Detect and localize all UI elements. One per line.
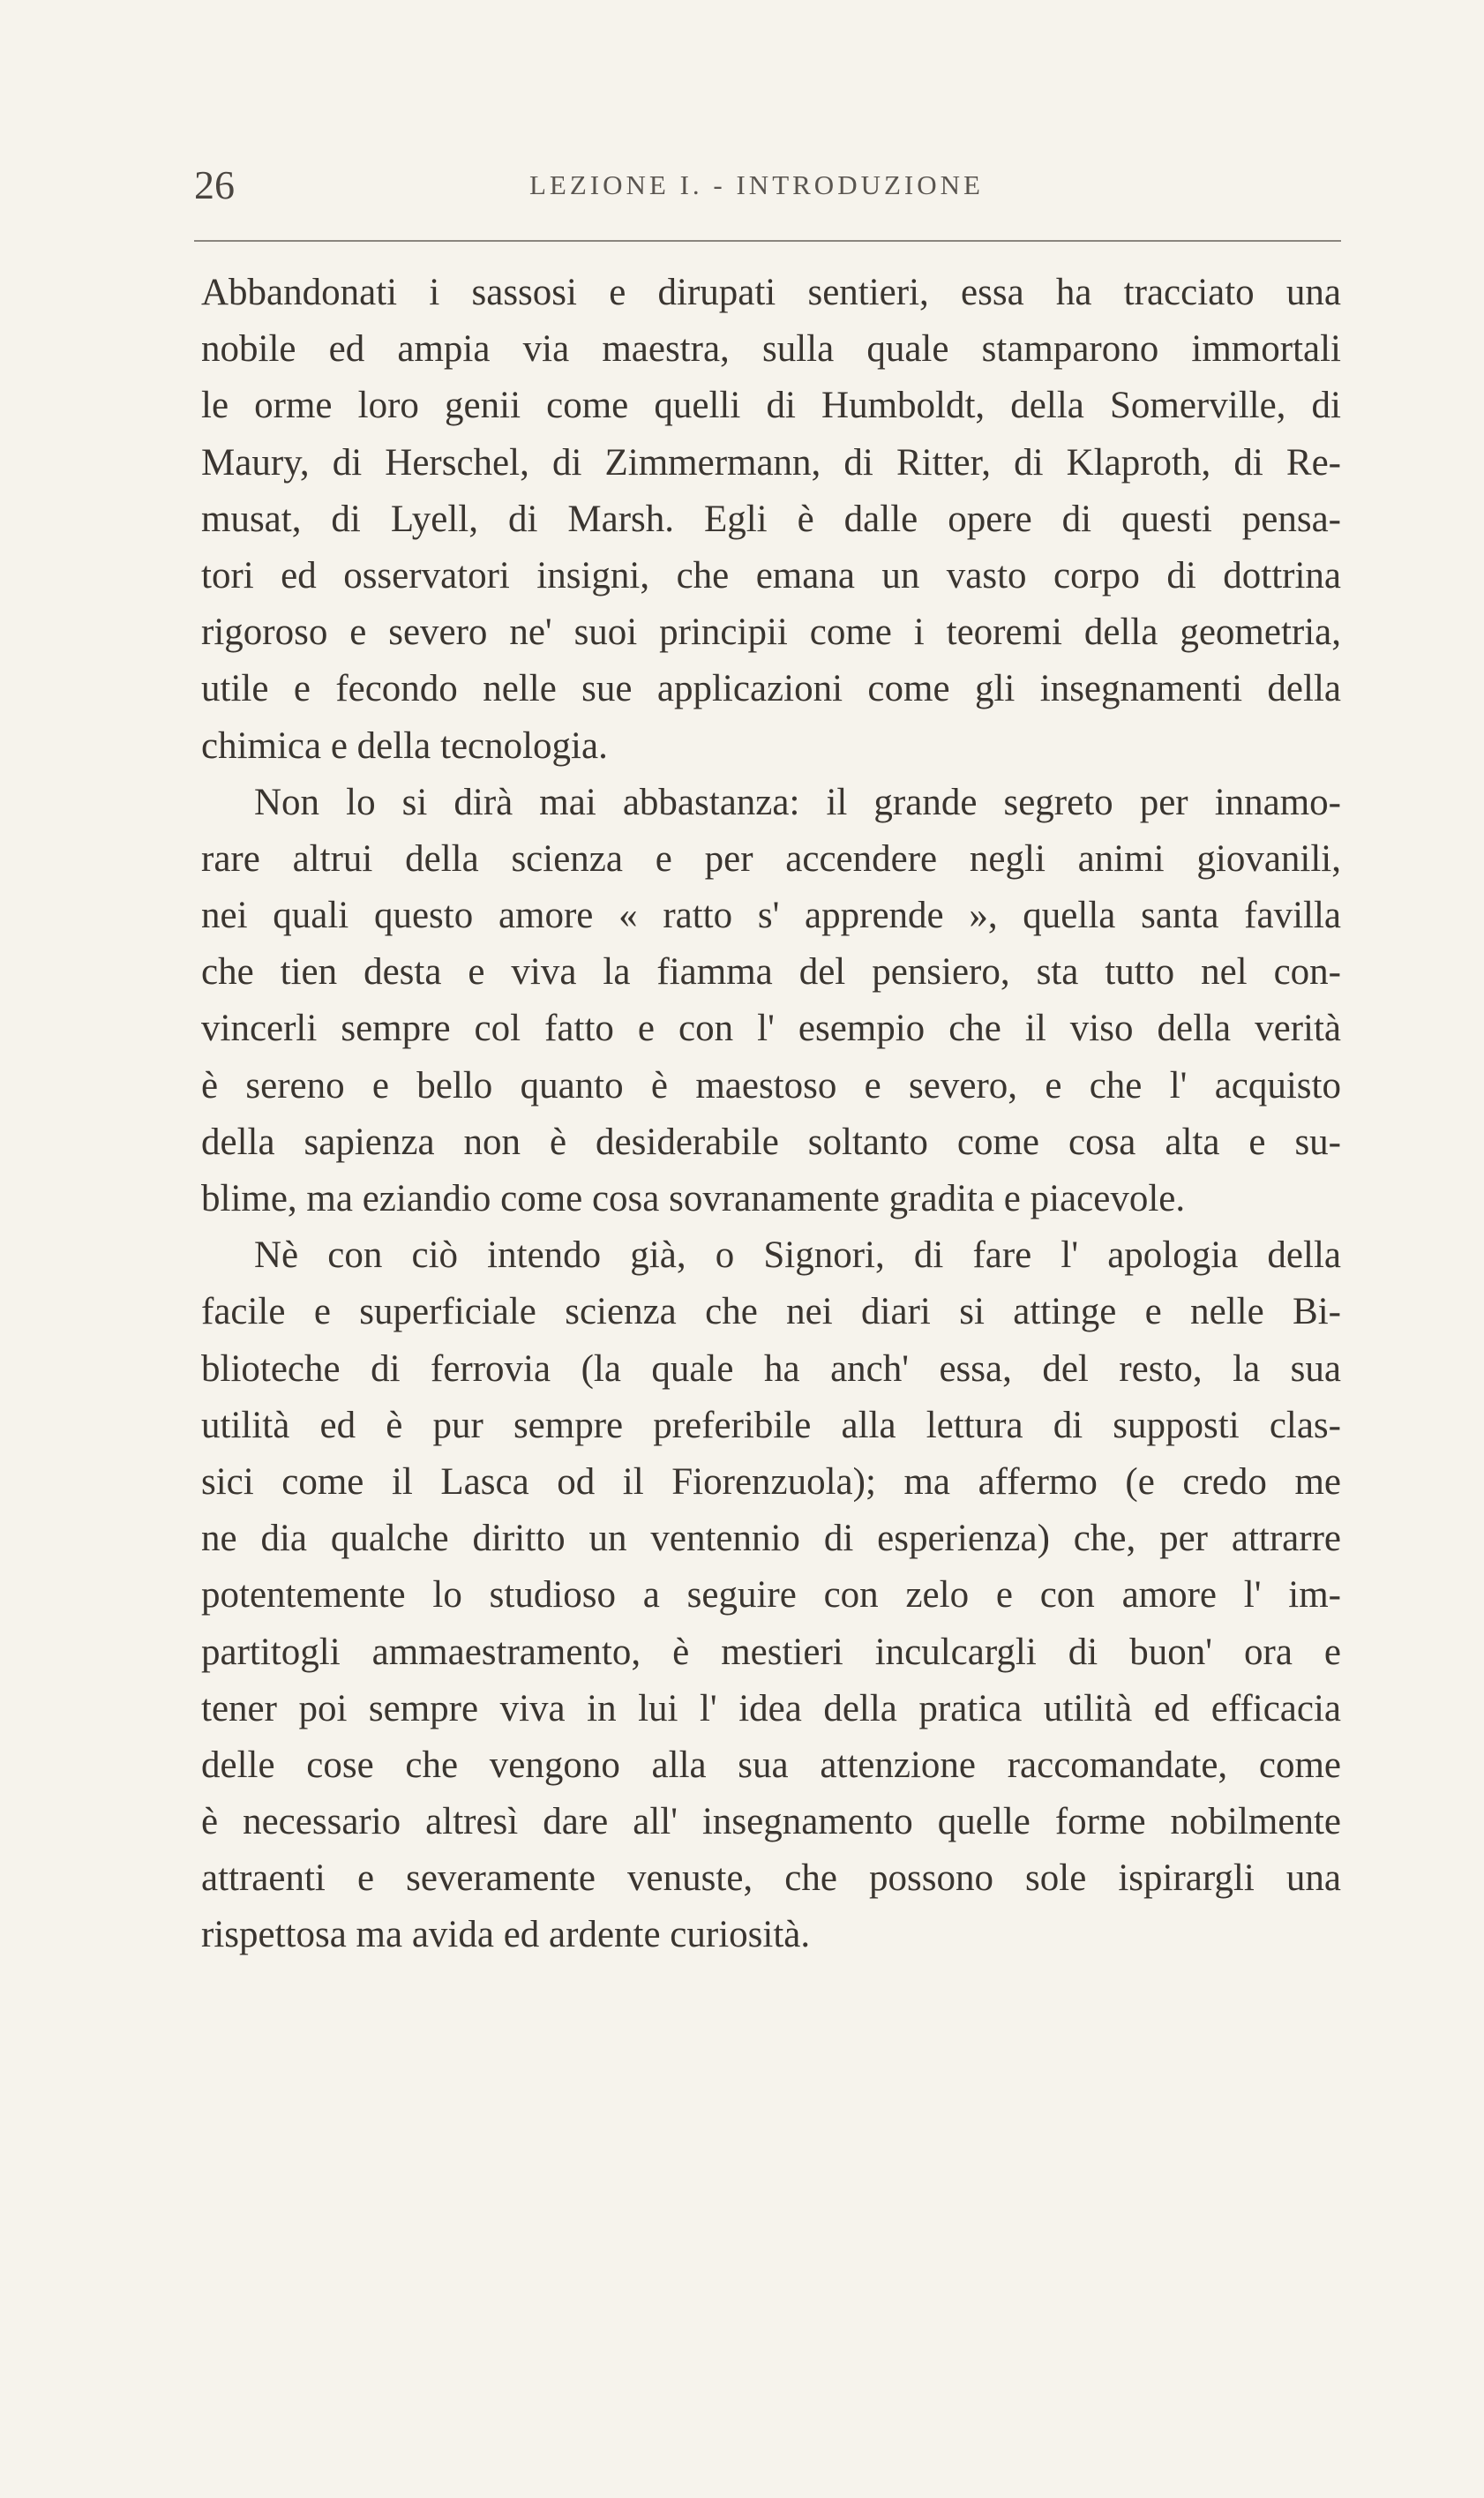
text-line: nobile ed ampia via maestra, sulla quale stamparono immortali bbox=[201, 328, 1341, 371]
text-line: tori ed osservatori insigni, che emana un vasto corpo di dottrina bbox=[201, 554, 1341, 596]
text-line: vincerli sempre col fatto e con l' esempio che il viso della verità bbox=[201, 1008, 1341, 1050]
text-line: attraenti e severamente venuste, che possono sole ispirargli una bbox=[201, 1857, 1341, 1900]
text-line: utile e fecondo nelle sue applicazioni come gli insegnamenti della bbox=[201, 668, 1341, 710]
text-line: blime, ma eziandio come cosa sovranamente gradita e piacevole. bbox=[201, 1178, 1186, 1219]
body-text bbox=[201, 265, 1341, 1964]
text-line: facile e superficiale scienza che nei diari si attinge e nelle Bi- bbox=[201, 1291, 1341, 1333]
text-line: Maury, di Herschel, di Zimmermann, di Ritter, di Klaproth, di Re- bbox=[201, 441, 1341, 484]
text-line: delle cose che vengono alla sua attenzione raccomandate, come bbox=[201, 1744, 1341, 1786]
text-line: è necessario altresì dare all' insegnamento quelle forme nobilmente bbox=[201, 1801, 1341, 1843]
text-line: Non lo si dirà mai abbastanza: il grande segreto per innamo- bbox=[254, 781, 1341, 823]
text-line: Nè con ciò intendo già, o Signori, di fare l' apologia della bbox=[254, 1234, 1341, 1277]
running-head bbox=[194, 159, 1341, 212]
text-line: Abbandonati i sassosi e dirupati sentieri, essa ha tracciato una bbox=[201, 272, 1341, 313]
text-line: musat, di Lyell, di Marsh. Egli è dalle opere di questi pensa- bbox=[201, 498, 1341, 540]
text-line: rispettosa ma avida ed ardente curiosità. bbox=[201, 1914, 811, 1956]
text-line: blioteche di ferrovia (la quale ha anch' essa, del resto, la sua bbox=[201, 1347, 1341, 1390]
text-line: ne dia qualche diritto un ventennio di esperienza) che, per attrarre bbox=[201, 1518, 1341, 1560]
text-line: della sapienza non è desiderabile soltanto come cosa alta e su- bbox=[201, 1121, 1341, 1163]
text-line: partitogli ammaestramento, è mestieri inculcargli di buon' ora e bbox=[201, 1631, 1341, 1673]
text-line: è sereno e bello quanto è maestoso e severo, e che l' acquisto bbox=[201, 1064, 1341, 1106]
text-line: chimica e della tecnologia. bbox=[201, 724, 608, 767]
text-line: le orme loro genii come quelli di Humboldt, della Somerville, di bbox=[201, 385, 1341, 427]
text-line: rigoroso e severo ne' suoi principii come i teoremi della geometria, bbox=[201, 611, 1341, 654]
text-line: utilità ed è pur sempre preferibile alla lettura di supposti clas- bbox=[201, 1404, 1341, 1446]
page-number: 26 bbox=[194, 162, 235, 207]
text-line: nei quali questo amore « ratto s' apprende », quella santa favilla bbox=[201, 895, 1341, 937]
text-line: tener poi sempre viva in lui l' idea della pratica utilità ed efficacia bbox=[201, 1687, 1341, 1729]
text-line: potentemente lo studioso a seguire con zelo e con amore l' im- bbox=[201, 1574, 1341, 1617]
text-line: che tien desta e viva la fiamma del pensiero, sta tutto nel con- bbox=[201, 951, 1341, 994]
text-line: rare altrui della scienza e per accendere negli animi giovanili, bbox=[201, 837, 1341, 880]
header-rule bbox=[194, 240, 1341, 242]
running-title: LEZIONE I. - INTRODUZIONE bbox=[529, 169, 984, 200]
text-line: sici come il Lasca od il Fiorenzuola); ma affermo (e credo me bbox=[201, 1460, 1341, 1503]
